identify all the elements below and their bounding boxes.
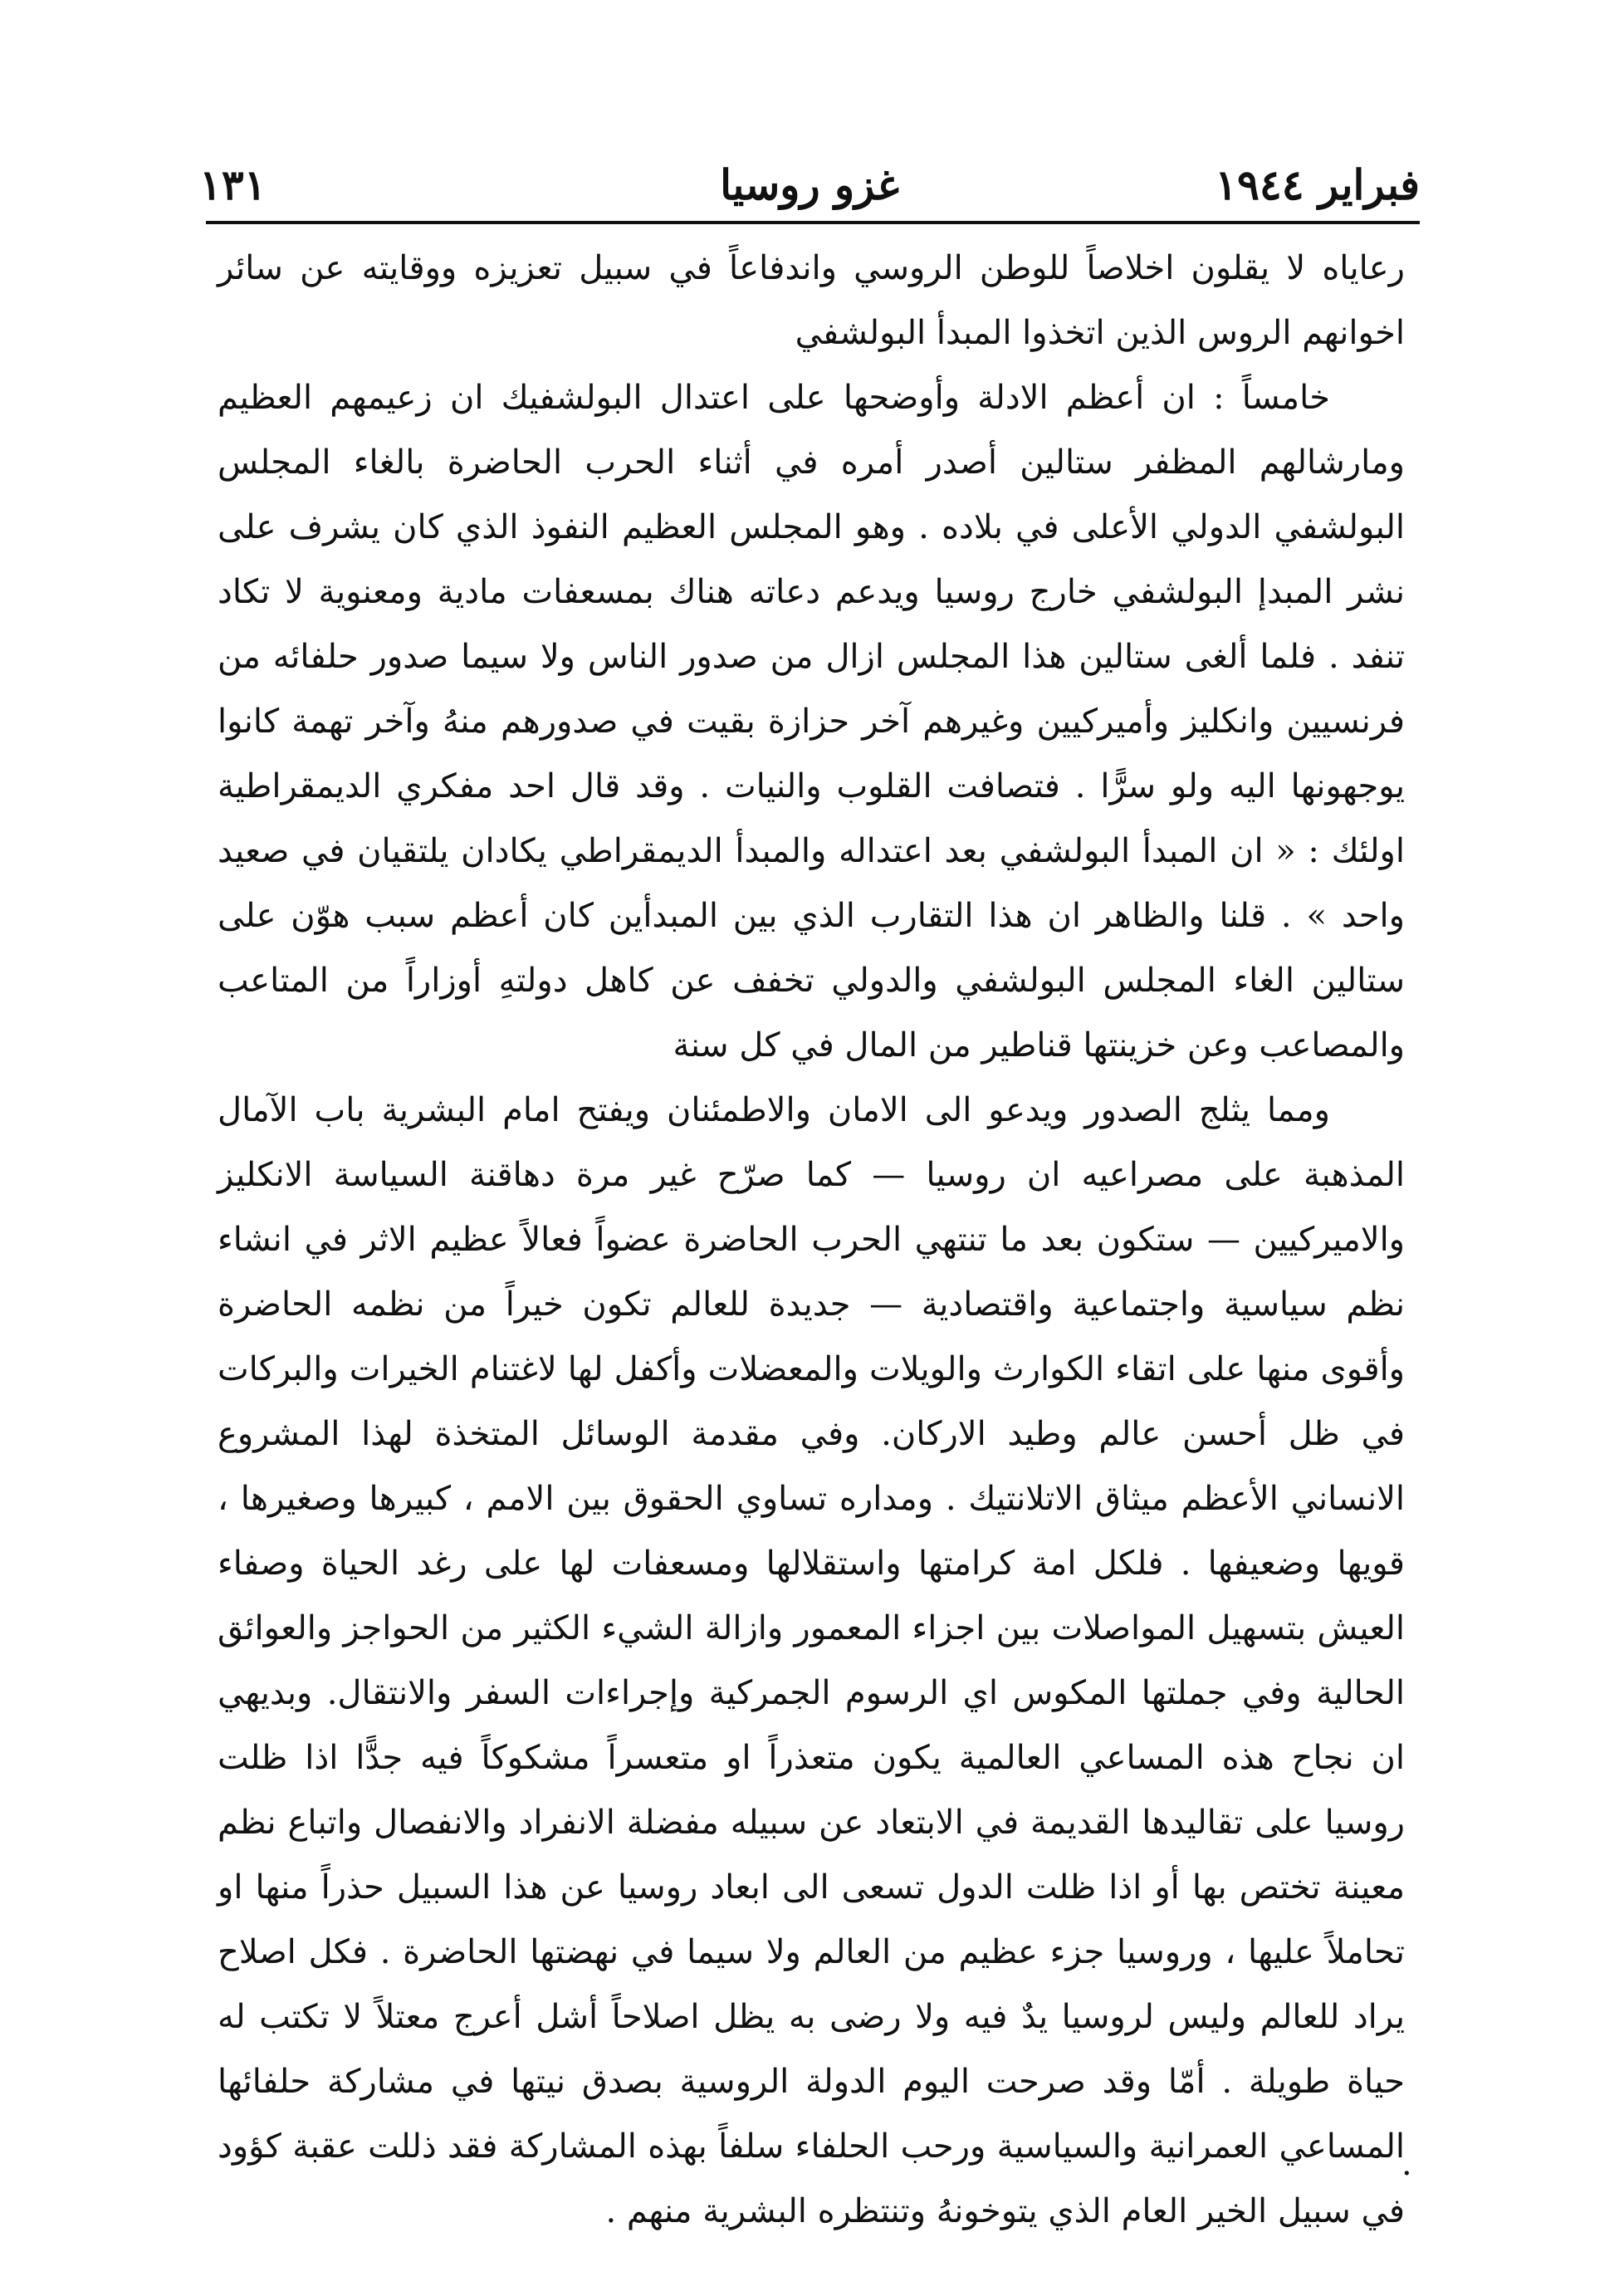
paragraph-continuation: رعاياه لا يقلون اخلاصاً للوطن الروسي واندفاعاً في سبيل تعزيزه ووقايته عن سائر اخوانهم الروس الذين اتخذوا المبدأ البولشفي bbox=[218, 249, 1405, 352]
paragraph-postwar-order: ومما يثلج الصدور ويدعو الى الامان والاطمئنان ويفتح امام البشرية باب الآمال المذهبة على مصراعيه ان روسيا — كما صرّح غير مرة دهاقنة السياسة الانكليز والاميركيين — ستكون بعد ما تنتهي الحرب الحاضرة عضواً فعالاً عظيم الاثر في انشاء نظم سياسية واجتماعية واقتصادية — جديدة للعالم تكون خيراً من نظمه الحاضرة وأقوى منها على اتقاء الكوارث والويلات والمعضلات وأكفل لها لاغتنام الخيرات والبركات في ظل أحسن عالم وطيد الاركان. وفي مقدمة الوسائل المتخذة لهذا المشروع الانساني الأعظم ميثاق الاتلانتيك . ومداره تساوي الحقوق بين الامم ، كبيرها وصغيرها ، قويها وضعيفها . فلكل امة كرامتها واستقلالها ومسعفات لها على رغد الحياة وصفاء العيش بتسهيل المواصلات بين اجزاء المعمور وازالة الشيء الكثير من الحواجز والعوائق الحالية وفي جملتها المكوس اي الرسوم الجمركية وإجراءات السفر والانتقال. وبديهي ان نجاح هذه المساعي العالمية يكون متعذراً او متعسراً مشكوكاً فيه جدًّا اذا ظلت روسيا على تقاليدها القديمة في الابتعاد عن سبيله مفضلة الانفراد والانفصال واتباع نظم معينة تختص بها أو اذا ظلت الدول تسعى الى ابعاد روسيا عن هذا السبيل حذراً منها او تحاملاً عليها ، وروسيا جزء عظيم من العالم ولا سيما في نهضتها الحاضرة . فكل اصلاح يراد للعالم وليس لروسيا يدٌ فيه ولا رضى به يظل اصلاحاً أشل أعرج معتلاً لا تكتب له حياة طويلة . أمّا وقد صرحت اليوم الدولة الروسية بصدق نيتها في مشاركة حلفائها المساعي العمرانية والسياسية ورحب الحلفاء سلفاً بهذه المشاركة فقد ذللت عقبة كؤود في سبيل الخير العام الذي يتوخونهُ وتنتظره البشرية منهم . bbox=[218, 1091, 1406, 2230]
paragraph-fifth-point: خامساً : ان أعظم الادلة وأوضحها على اعتدال البولشفيك ان زعيمهم العظيم ومارشالهم المظفر ستالين أصدر أمره في أثناء الحرب الحاضرة بالغاء المجلس البولشفي الدولي الأعلى في بلاده . وهو المجلس العظيم النفوذ الذي كان يشرف على نشر المبدإ البولشفي خارج روسيا ويدعم دعاته هناك بمسعفات مادية ومعنوية لا تكاد تنفد . فلما ألغى ستالين هذا المجلس ازال من صدور الناس ولا سيما صدور حلفائه من فرنسيين وانكليز وأميركيين وغيرهم آخر حزازة بقيت في صدورهم منهُ وآخر تهمة كانوا يوجهونها اليه ولو سرًّا . فتصافت القلوب والنيات . وقد قال احد مفكري الديمقراطية اولئك : « ان المبدأ البولشفي بعد اعتداله والمبدأ الديمقراطي يكادان يلتقيان في صعيد واحد » . قلنا والظاهر ان هذا التقارب الذي بين المبدأين كان أعظم سبب هوّن على ستالين الغاء المجلس البولشفي والدولي تخفف عن كاهل دولتهِ أوزاراً من المتاعب والمصاعب وعن خزينتها قناطير من المال في كل سنة bbox=[218, 379, 1406, 1065]
page-end-mark: · bbox=[1401, 2155, 1412, 2193]
header-title: غزو روسيا bbox=[720, 160, 899, 209]
article-body bbox=[218, 236, 1405, 2244]
running-header bbox=[199, 148, 1420, 223]
header-date: فبراير ١٩٤٤ bbox=[1215, 160, 1420, 209]
page-number: ١٣١ bbox=[199, 160, 267, 209]
header-divider bbox=[206, 221, 1420, 224]
